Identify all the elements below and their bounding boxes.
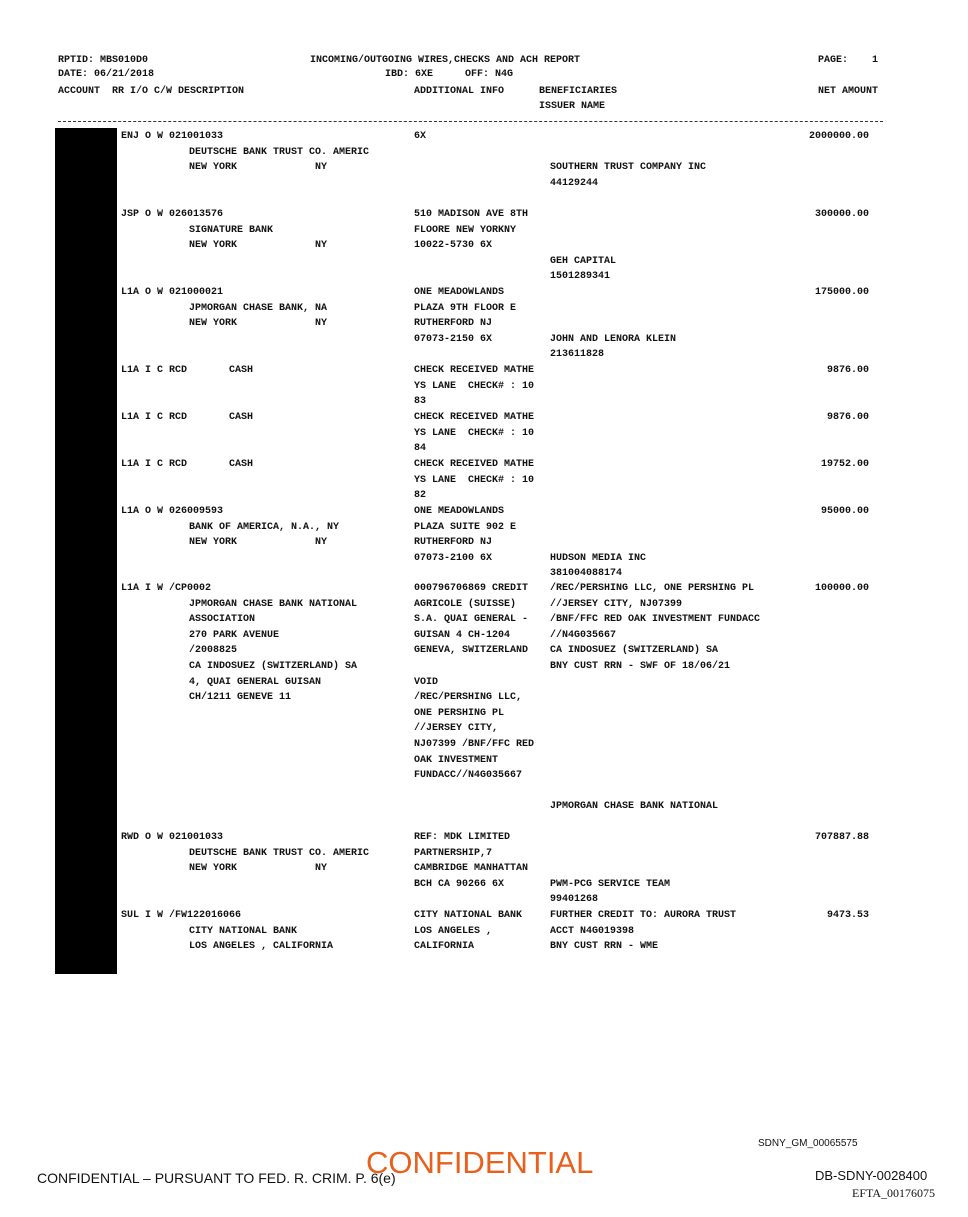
description-line: NEW YORK NY bbox=[189, 162, 328, 174]
additional-info-line: CHECK RECEIVED MATHE bbox=[414, 459, 535, 470]
additional-info-line: OAK INVESTMENT bbox=[414, 754, 499, 766]
additional-info-line: REF: MDK LIMITED bbox=[414, 832, 511, 843]
additional-info-line: YS LANE CHECK# : 10 bbox=[414, 427, 535, 439]
additional-info-line: VOID bbox=[414, 676, 439, 688]
additional-info-line: ONE PERSHING PL bbox=[414, 707, 505, 719]
description-line: DEUTSCHE BANK TRUST CO. AMERIC bbox=[189, 847, 370, 859]
net-amount: 19752.00 bbox=[820, 459, 869, 470]
beneficiary-line: FURTHER CREDIT TO: AURORA TRUST bbox=[550, 910, 737, 921]
report-title: INCOMING/OUTGOING WIRES,CHECKS AND ACH REPORT bbox=[310, 55, 581, 66]
beneficiary-line: 44129244 bbox=[550, 177, 599, 189]
description-line: 4, QUAI GENERAL GUISAN bbox=[189, 676, 322, 688]
beneficiary-line: BNY CUST RRN - SWF OF 18/06/21 bbox=[550, 661, 731, 672]
redaction-bar bbox=[55, 128, 117, 974]
beneficiary-line: ACCT N4G019398 bbox=[550, 925, 635, 937]
description-line: JPMORGAN CHASE BANK, NA bbox=[189, 302, 328, 314]
additional-info-line: PARTNERSHIP,7 bbox=[414, 847, 493, 859]
beneficiary-line: 213611828 bbox=[550, 349, 605, 361]
additional-info-line: PLAZA SUITE 902 E bbox=[414, 521, 517, 533]
description-line: /2008825 bbox=[189, 645, 238, 657]
net-amount: 95000.00 bbox=[820, 506, 869, 517]
net-amount: 9876.00 bbox=[826, 412, 869, 423]
additional-info-line: 510 MADISON AVE 8TH bbox=[414, 209, 529, 220]
description-line: CITY NATIONAL BANK bbox=[189, 925, 298, 937]
column-header-net-amount: NET AMOUNT bbox=[818, 86, 879, 97]
additional-info-line: 83 bbox=[414, 396, 427, 408]
description-line: BANK OF AMERICA, N.A., NY bbox=[189, 521, 340, 533]
page-number: PAGE: 1 bbox=[818, 55, 879, 66]
additional-info-line: GENEVA, SWITZERLAND bbox=[414, 645, 529, 657]
beneficiary-line: HUDSON MEDIA INC bbox=[550, 552, 647, 564]
additional-info-line: CITY NATIONAL BANK bbox=[414, 910, 523, 921]
additional-info-line: //JERSEY CITY, bbox=[414, 723, 499, 735]
additional-info-line: FLOORE NEW YORKNY bbox=[414, 224, 517, 236]
additional-info-line: 84 bbox=[414, 443, 427, 455]
additional-info-line: YS LANE CHECK# : 10 bbox=[414, 474, 535, 486]
beneficiary-line: /BNF/FFC RED OAK INVESTMENT FUNDACC bbox=[550, 614, 761, 626]
account-code: L1A O W 026009593 bbox=[121, 506, 224, 517]
account-code: L1A I C RCD CASH bbox=[121, 459, 254, 470]
additional-info-line: LOS ANGELES , bbox=[414, 925, 493, 937]
bates-number: SDNY_GM_00065575 bbox=[758, 1138, 858, 1149]
account-code: JSP O W 026013576 bbox=[121, 209, 224, 220]
confidential-stamp: CONFIDENTIAL bbox=[366, 1145, 594, 1180]
confidential-legal-notice: CONFIDENTIAL – PURSUANT TO FED. R. CRIM. P. 6(e) bbox=[37, 1170, 396, 1186]
description-line: ASSOCIATION bbox=[189, 614, 256, 626]
net-amount: 100000.00 bbox=[814, 583, 869, 594]
additional-info-line: S.A. QUAI GENERAL - bbox=[414, 614, 529, 626]
column-header-beneficiaries: BENEFICIARIES bbox=[539, 86, 618, 97]
net-amount: 300000.00 bbox=[814, 209, 869, 220]
additional-info-line: RUTHERFORD NJ bbox=[414, 537, 493, 549]
additional-info-line: GUISAN 4 CH-1204 bbox=[414, 629, 511, 641]
account-code: L1A O W 021000021 bbox=[121, 287, 224, 298]
beneficiary-line: JPMORGAN CHASE BANK NATIONAL bbox=[550, 801, 719, 813]
account-code: L1A I C RCD CASH bbox=[121, 365, 254, 376]
beneficiary-line: 381004088174 bbox=[550, 568, 623, 580]
beneficiary-line: CA INDOSUEZ (SWITZERLAND) SA bbox=[550, 645, 719, 657]
column-header-additional-info: ADDITIONAL INFO bbox=[414, 86, 505, 97]
net-amount: 175000.00 bbox=[814, 287, 869, 298]
additional-info-line: ONE MEADOWLANDS bbox=[414, 287, 505, 298]
beneficiary-line: BNY CUST RRN - WME bbox=[550, 941, 659, 953]
description-line: NEW YORK NY bbox=[189, 318, 328, 330]
additional-info-line: FUNDACC//N4G035667 bbox=[414, 770, 523, 782]
additional-info-line: ONE MEADOWLANDS bbox=[414, 506, 505, 517]
document-id: DB-SDNY-0028400 bbox=[815, 1168, 928, 1183]
additional-info-line: AGRICOLE (SUISSE) bbox=[414, 598, 517, 610]
description-line: CH/1211 GENEVE 11 bbox=[189, 692, 292, 704]
report-date: DATE: 06/21/2018 bbox=[58, 69, 155, 80]
additional-info-line: 6X bbox=[414, 131, 427, 142]
description-line: CA INDOSUEZ (SWITZERLAND) SA bbox=[189, 661, 358, 672]
account-code: L1A I W /CP0002 bbox=[121, 583, 212, 594]
additional-info-line: CALIFORNIA bbox=[414, 941, 475, 953]
column-header-issuer-name: ISSUER NAME bbox=[539, 101, 606, 112]
account-code: SUL I W /FW122016066 bbox=[121, 910, 242, 921]
description-line: 270 PARK AVENUE bbox=[189, 629, 280, 641]
beneficiary-line: 1501289341 bbox=[550, 271, 611, 283]
description-line: NEW YORK NY bbox=[189, 537, 328, 549]
beneficiary-line: //JERSEY CITY, NJ07399 bbox=[550, 598, 683, 610]
additional-info-line: CAMBRIDGE MANHATTAN bbox=[414, 863, 529, 875]
ibd-code: IBD: 6XE bbox=[385, 69, 434, 80]
additional-info-line: BCH CA 90266 6X bbox=[414, 878, 505, 890]
description-line: NEW YORK NY bbox=[189, 863, 328, 875]
beneficiary-line: PWM-PCG SERVICE TEAM bbox=[550, 878, 671, 890]
additional-info-line: 10022-5730 6X bbox=[414, 240, 493, 252]
beneficiary-line: SOUTHERN TRUST COMPANY INC bbox=[550, 162, 707, 174]
additional-info-line: CHECK RECEIVED MATHE bbox=[414, 412, 535, 423]
beneficiary-line: GEH CAPITAL bbox=[550, 255, 617, 267]
net-amount: 2000000.00 bbox=[808, 131, 869, 142]
account-code: RWD O W 021001033 bbox=[121, 832, 224, 843]
description-line: NEW YORK NY bbox=[189, 240, 328, 252]
header-divider bbox=[58, 121, 883, 122]
net-amount: 707887.88 bbox=[814, 832, 869, 843]
description-line: JPMORGAN CHASE BANK NATIONAL bbox=[189, 598, 358, 610]
additional-info-line: NJ07399 /BNF/FFC RED bbox=[414, 739, 535, 750]
additional-info-line: 07073-2100 6X bbox=[414, 552, 493, 564]
net-amount: 9473.53 bbox=[826, 910, 869, 921]
account-code: ENJ O W 021001033 bbox=[121, 131, 224, 142]
beneficiary-line: /REC/PERSHING LLC, ONE PERSHING PL bbox=[550, 583, 755, 594]
additional-info-line: 07073-2150 6X bbox=[414, 333, 493, 345]
net-amount: 9876.00 bbox=[826, 365, 869, 376]
column-header-account: ACCOUNT RR I/O C/W DESCRIPTION bbox=[58, 86, 245, 97]
description-line: SIGNATURE BANK bbox=[189, 224, 274, 236]
efta-number: EFTA_00176075 bbox=[852, 1186, 936, 1200]
description-line: DEUTSCHE BANK TRUST CO. AMERIC bbox=[189, 146, 370, 158]
description-line: LOS ANGELES , CALIFORNIA bbox=[189, 941, 334, 953]
beneficiary-line: JOHN AND LENORA KLEIN bbox=[550, 333, 677, 345]
additional-info-line: 82 bbox=[414, 490, 427, 502]
account-code: L1A I C RCD CASH bbox=[121, 412, 254, 423]
additional-info-line: /REC/PERSHING LLC, bbox=[414, 692, 523, 704]
additional-info-line: YS LANE CHECK# : 10 bbox=[414, 380, 535, 392]
additional-info-line: PLAZA 9TH FLOOR E bbox=[414, 302, 517, 314]
beneficiary-line: //N4G035667 bbox=[550, 629, 617, 641]
additional-info-line: RUTHERFORD NJ bbox=[414, 318, 493, 330]
additional-info-line: CHECK RECEIVED MATHE bbox=[414, 365, 535, 376]
report-id: RPTID: MBS010D0 bbox=[58, 55, 149, 66]
off-code: OFF: N4G bbox=[465, 69, 514, 80]
beneficiary-line: 99401268 bbox=[550, 894, 599, 906]
additional-info-line: 000796706869 CREDIT bbox=[414, 583, 529, 594]
